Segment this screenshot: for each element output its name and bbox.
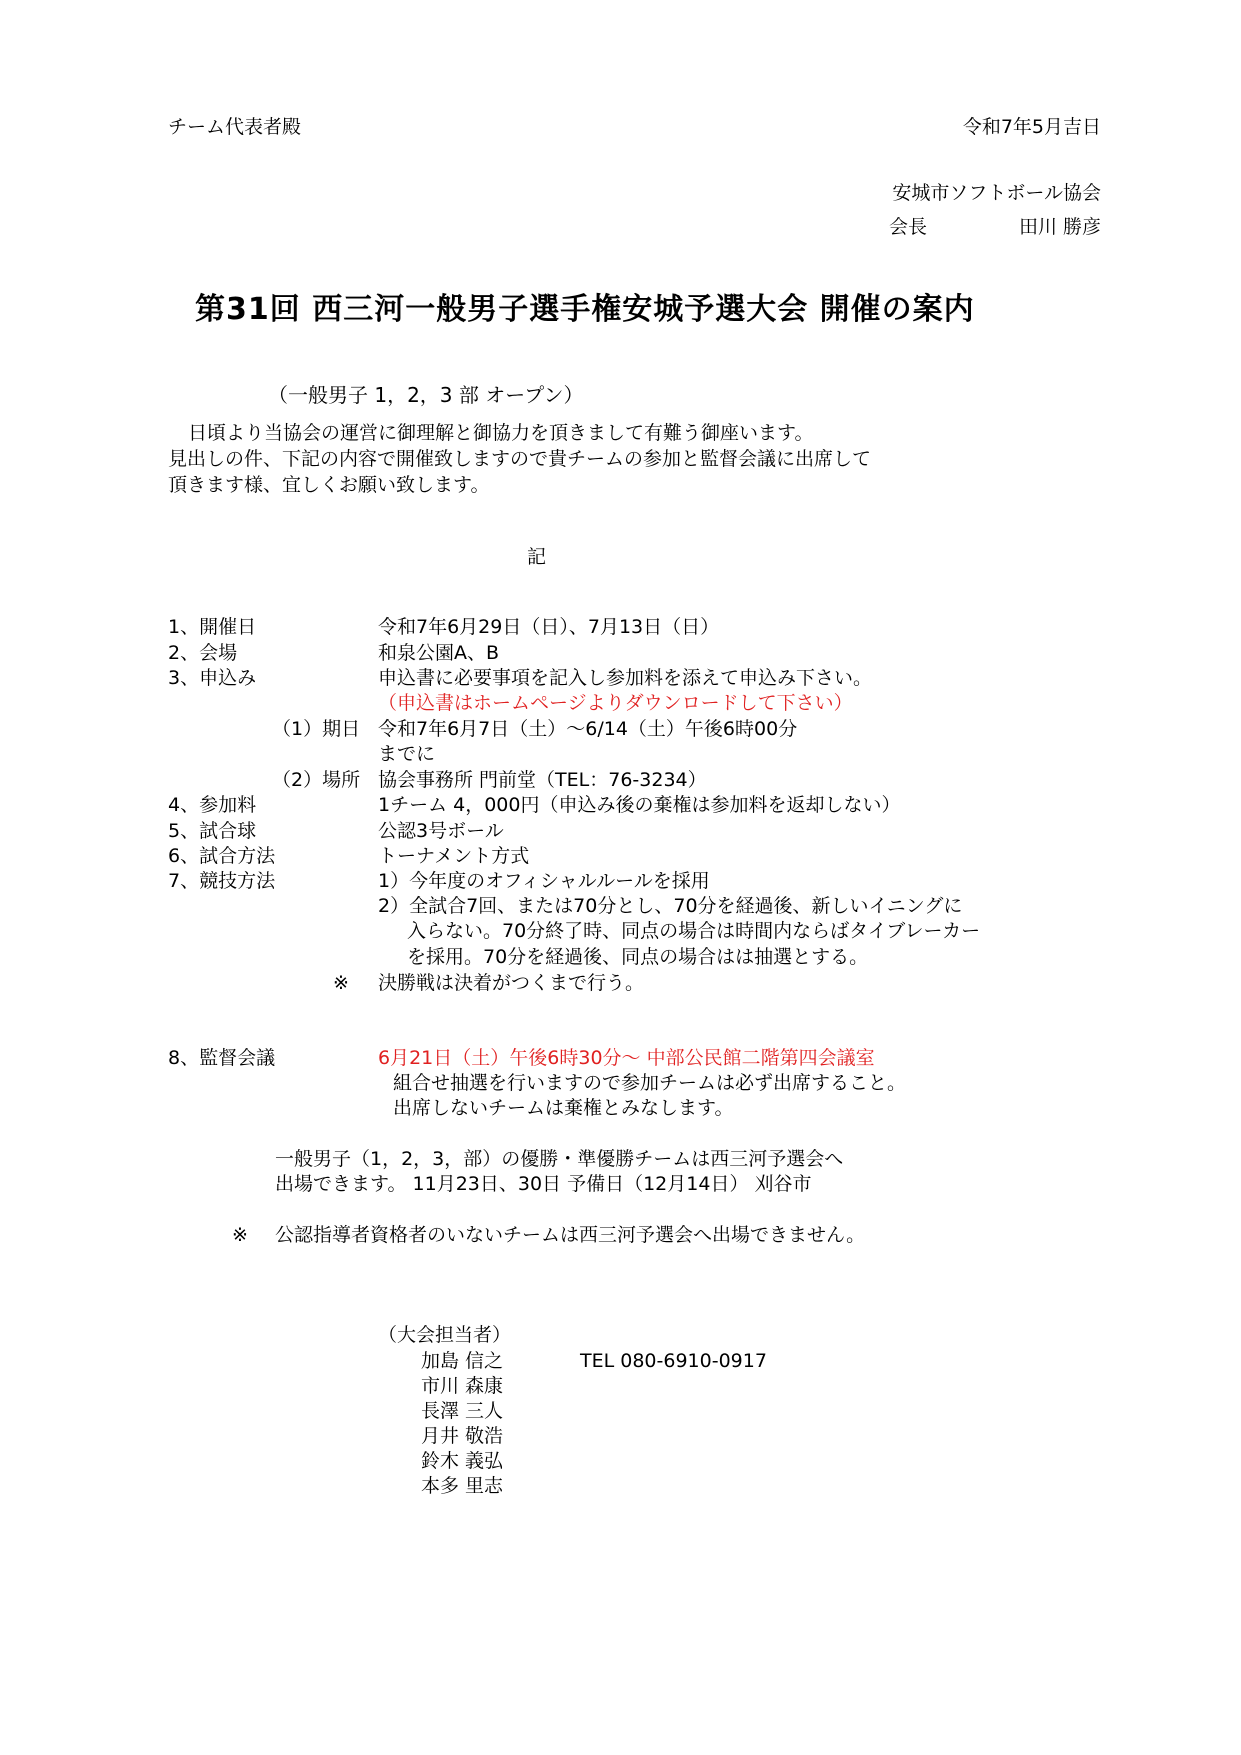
item-rules-label: 7、競技方法 xyxy=(168,870,276,892)
item-fee-label: 4、参加料 xyxy=(168,794,257,816)
page-title: 第31回 西三河一般男子選手権安城予選大会 開催の案内 xyxy=(195,292,975,327)
staff-member: 鈴木 義弘 xyxy=(421,1450,504,1472)
staff-member: 本多 里志 xyxy=(421,1475,504,1497)
staff-tel: TEL 080-6910-0917 xyxy=(580,1350,767,1372)
item-rules-1: 1）今年度のオフィシャルルールを採用 xyxy=(378,870,710,892)
meeting-note-2: 出席しないチームは棄権とみなします。 xyxy=(393,1097,734,1119)
item-period-value-2: までに xyxy=(378,743,436,765)
meeting-note-1: 組合せ抽選を行いますので参加チームは必ず出席すること。 xyxy=(393,1072,907,1094)
item-venue-label: 2、会場 xyxy=(168,642,238,664)
item-place-label: （2）場所 xyxy=(272,769,361,791)
item-date-value: 令和7年6月29日（日）、7月13日（日） xyxy=(378,616,720,638)
item-rules-2b: 入らない。70分終了時、同点の場合は時間内ならばタイブレーカー xyxy=(407,920,981,942)
item-period-value: 令和7年6月7日（土）～6/14（土）午後6時00分 xyxy=(378,718,798,740)
item-fee-value: 1チーム 4，000円（申込み後の棄権は参加料を返却しない） xyxy=(378,794,901,816)
category-note: （一般男子 1，2，3 部 オープン） xyxy=(268,383,584,407)
item-period-label: （1）期日 xyxy=(272,718,361,740)
intro-line-1: 日頃より当協会の運営に御理解と御協力を頂きまして有難う御座います。 xyxy=(188,422,814,444)
issue-date: 令和7年5月吉日 xyxy=(962,116,1101,138)
item-venue-value: 和泉公園A、B xyxy=(378,642,500,664)
organization-name: 安城市ソフトボール協会 xyxy=(892,182,1101,204)
staff-member: 長澤 三人 xyxy=(421,1400,504,1422)
item-place-value: 協会事務所 門前堂（TEL：76-3234） xyxy=(378,769,707,791)
item-ball-label: 5、試合球 xyxy=(168,820,257,842)
advance-line-1: 一般男子（1，2，3，部）の優勝・準優勝チームは西三河予選会へ xyxy=(275,1148,844,1170)
president-name: 田川 勝彦 xyxy=(1018,216,1101,238)
intro-line-2: 見出しの件、下記の内容で開催致しますので貴チームの参加と監督会議に出席して xyxy=(168,448,872,470)
staff-member: 月井 敬浩 xyxy=(421,1425,504,1447)
advance-line-2: 出場できます。 11月23日、30日 予備日（12月14日） 刈谷市 xyxy=(275,1173,812,1195)
staff-member: 加島 信之 xyxy=(421,1350,504,1372)
item-apply-value: 申込書に必要事項を記入し参加料を添えて申込み下さい。 xyxy=(378,667,873,689)
final-note-mark: ※ xyxy=(333,972,349,994)
staff-member: 市川 森康 xyxy=(421,1375,504,1397)
item-meeting-value: 6月21日（土）午後6時30分～ 中部公民館二階第四会議室 xyxy=(378,1047,875,1069)
item-format-label: 6、試合方法 xyxy=(168,845,276,867)
addressee: チーム代表者殿 xyxy=(168,116,302,138)
item-rules-2a: 2）全試合7回、または70分とし、70分を経過後、新しいイニングに xyxy=(378,895,963,917)
final-note: 決勝戦は決着がつくまで行う。 xyxy=(378,972,645,994)
ki-heading: 記 xyxy=(527,546,547,568)
warning-mark: ※ xyxy=(232,1224,248,1246)
president-title: 会長 xyxy=(889,216,928,238)
item-apply-label: 3、申込み xyxy=(168,667,257,689)
item-meeting-label: 8、監督会議 xyxy=(168,1047,276,1069)
item-date-label: 1、開催日 xyxy=(168,616,257,638)
intro-line-3: 頂きます様、宜しくお願い致します。 xyxy=(168,474,490,496)
item-format-value: トーナメント方式 xyxy=(378,845,530,867)
item-ball-value: 公認3号ボール xyxy=(378,820,504,842)
warning-text: 公認指導者資格者のいないチームは西三河予選会へ出場できません。 xyxy=(275,1224,866,1246)
item-apply-note: （申込書はホームページよりダウンロードして下さい） xyxy=(378,692,853,714)
staff-heading: （大会担当者） xyxy=(378,1324,512,1346)
item-rules-2c: を採用。70分を経過後、同点の場合はは抽選とする。 xyxy=(407,946,869,968)
